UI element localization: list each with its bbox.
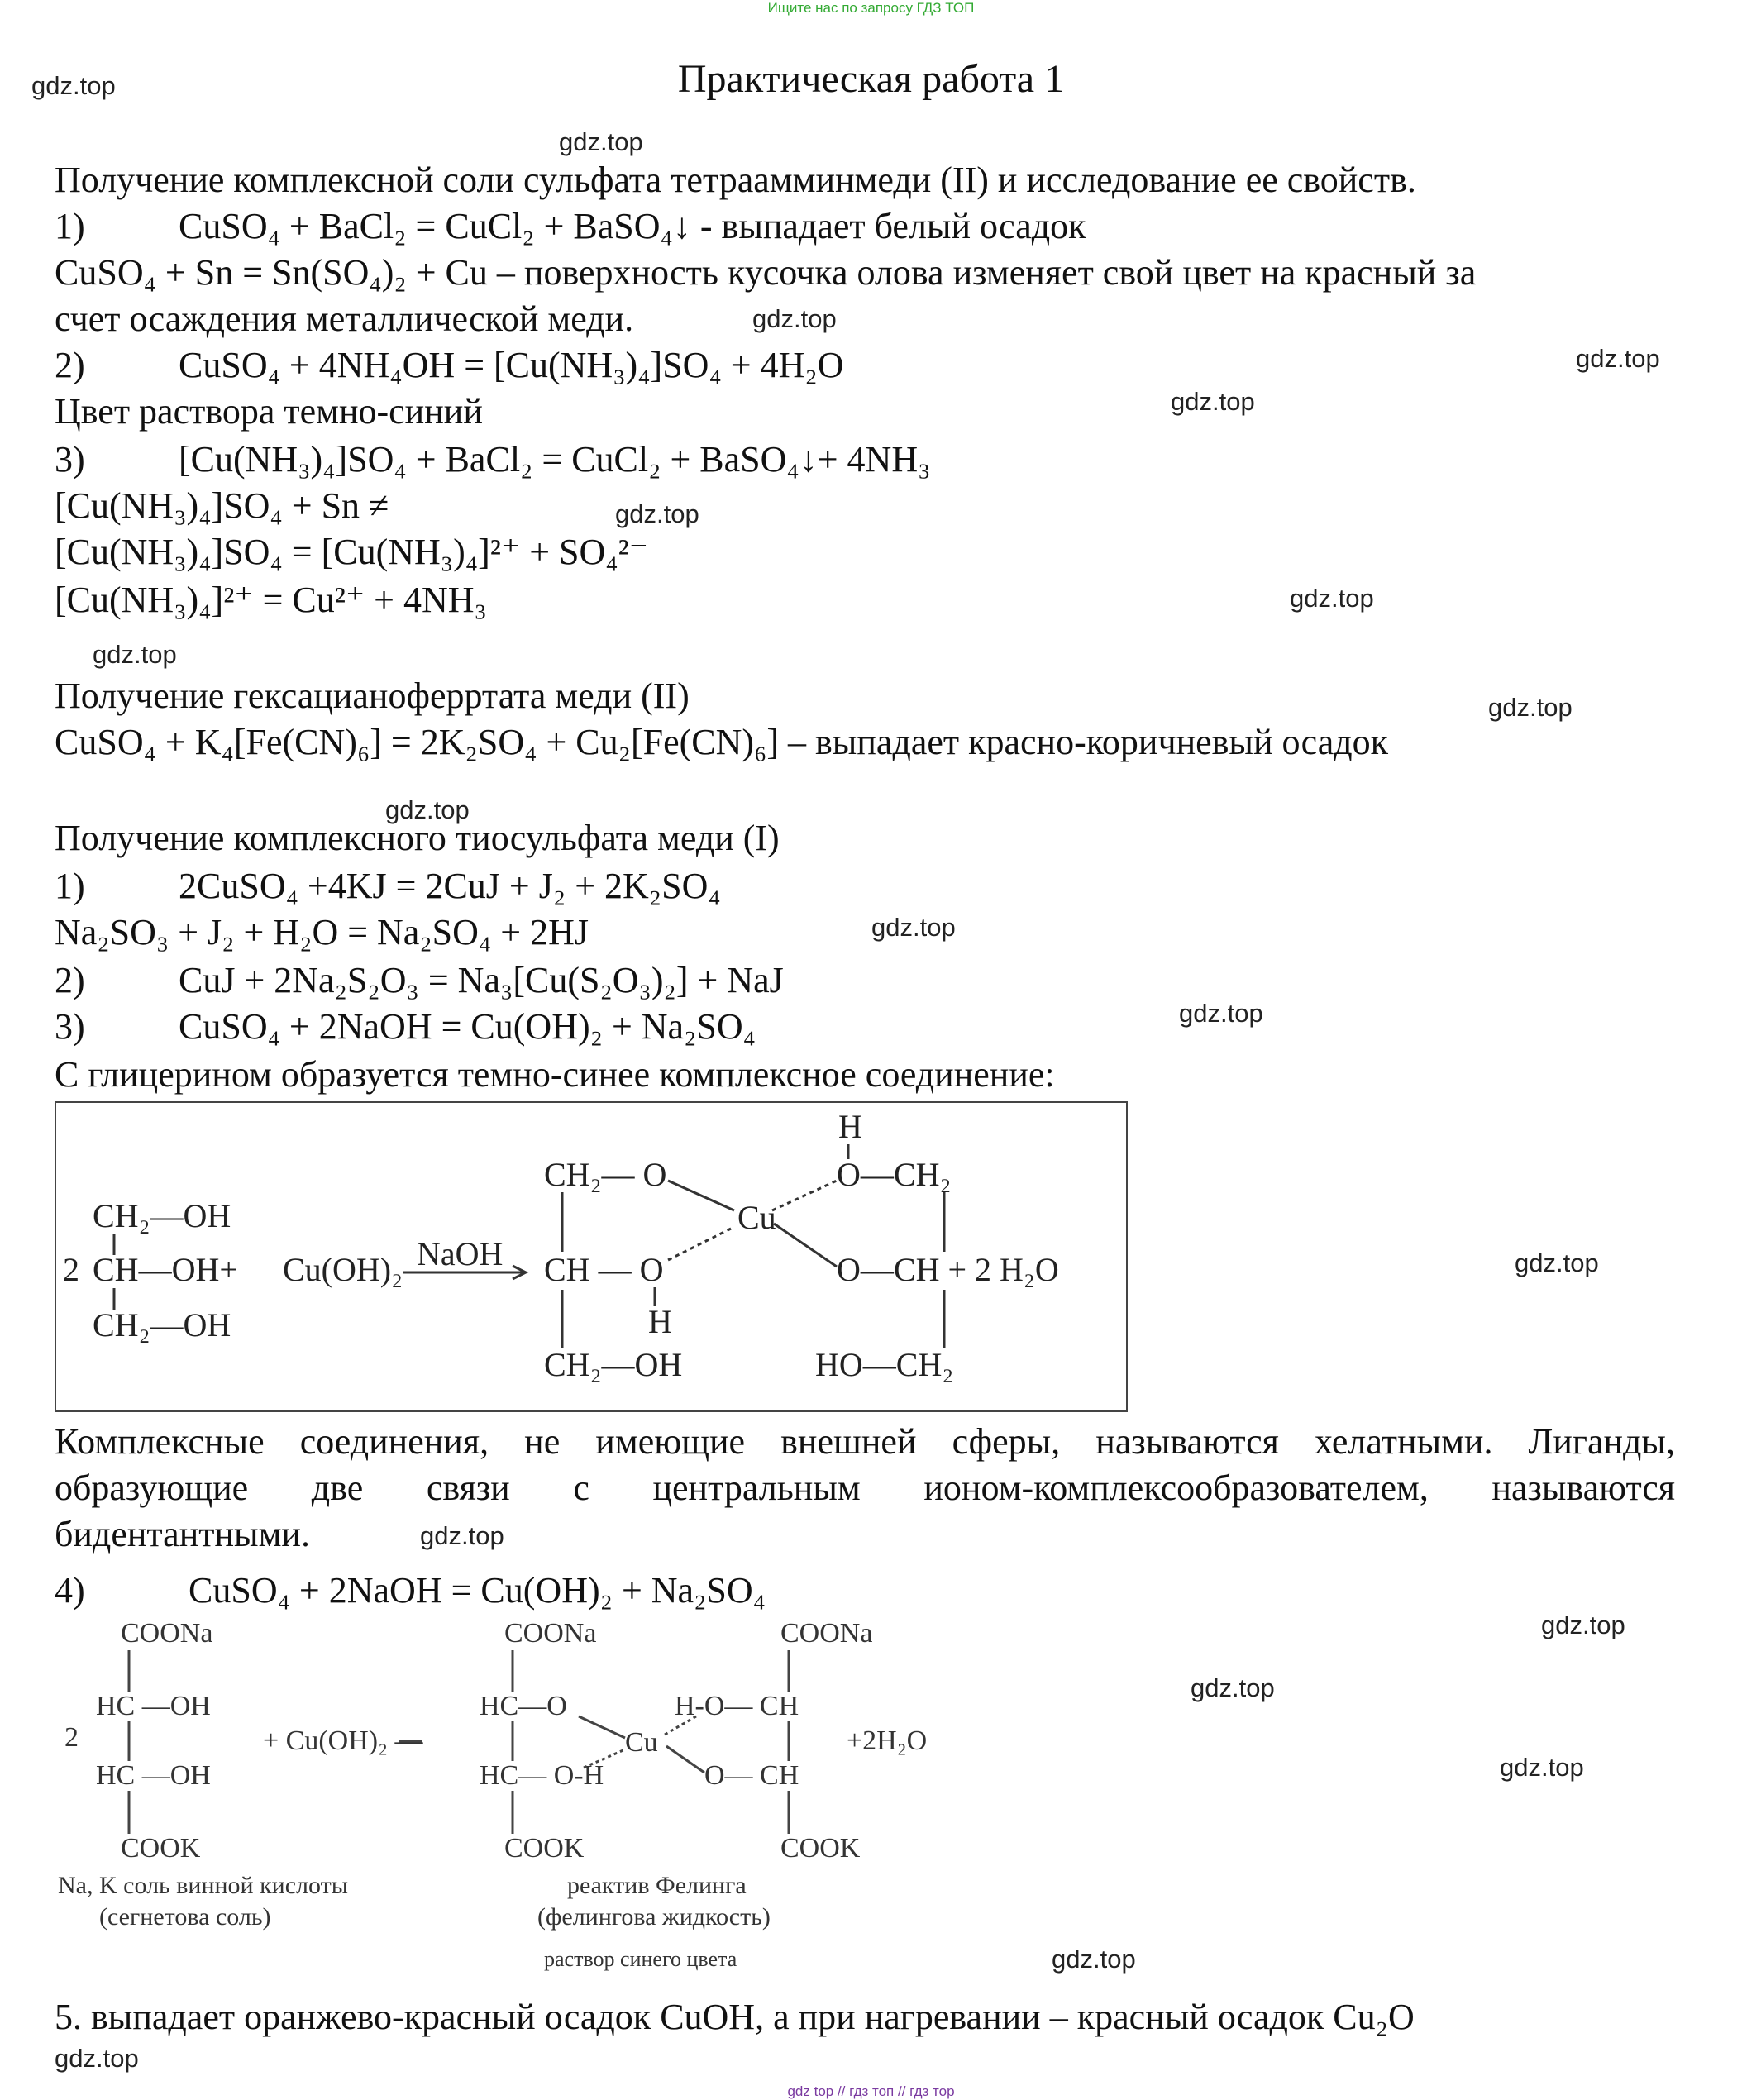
reaction-line bbox=[55, 863, 721, 909]
scheme-text: CH₂—OH bbox=[544, 1346, 683, 1383]
scheme-text: NaOH bbox=[417, 1235, 504, 1272]
text-line: С глицерином образуется темно-синее комплексное соединение: bbox=[55, 1054, 1055, 1095]
scheme-text: CH₂— O bbox=[544, 1156, 667, 1193]
reaction-line: [Cu(NH₃)₄]SO₄ = [Cu(NH₃)₄]²⁺ + SO₄²⁻ bbox=[55, 532, 649, 572]
glycerol-scheme-drawing bbox=[56, 1103, 1126, 1410]
reaction-line: [Cu(NH₃)₄]SO₄ + Sn ≠ bbox=[55, 485, 389, 526]
scheme-text: HC—O bbox=[480, 1691, 567, 1721]
watermark: gdz.top bbox=[93, 640, 177, 669]
scheme-text: CH₂—OH bbox=[93, 1306, 231, 1344]
reaction-line bbox=[55, 1004, 756, 1050]
scheme-caption: (фелингова жидкость) bbox=[537, 1903, 771, 1931]
watermark: gdz.top bbox=[385, 795, 470, 824]
tartrate-scheme-drawing bbox=[55, 1614, 972, 1974]
scheme-caption: раствор синего цвета bbox=[544, 1947, 737, 1971]
reaction-line bbox=[55, 1568, 766, 1614]
scheme-text: Cu bbox=[737, 1199, 776, 1236]
scheme-text: +2H₂O bbox=[847, 1725, 928, 1756]
watermark: gdz.top bbox=[1515, 1248, 1599, 1277]
scheme-text: Cu(OH)₂ bbox=[283, 1251, 403, 1288]
watermark: gdz.top bbox=[55, 2044, 139, 2073]
scheme-text: O—CH + 2 H₂O bbox=[837, 1251, 1059, 1288]
scheme-text: O— CH bbox=[704, 1760, 799, 1791]
reaction-text: CuSO₄ + 4NH₄OH = [Cu(NH₃)₄]SO₄ + 4H₂O bbox=[179, 345, 844, 385]
scheme-text: COONa bbox=[121, 1618, 213, 1649]
top-search-note: Ищите нас по запросу ГДЗ ТОП bbox=[767, 0, 975, 16]
watermark: gdz.top bbox=[1500, 1753, 1584, 1782]
reaction-line bbox=[55, 957, 784, 1004]
reaction-line bbox=[55, 203, 1086, 250]
reaction-text: 2CuSO₄ +4KJ = 2CuJ + J₂ + 2K₂SO₄ bbox=[179, 866, 721, 906]
tartrate-scheme bbox=[55, 1614, 972, 1974]
section2-heading: Получение гексацианоферртата меди (II) bbox=[55, 675, 690, 716]
watermark: gdz.top bbox=[752, 304, 837, 333]
watermark: gdz.top bbox=[1488, 693, 1573, 722]
watermark: gdz.top bbox=[1191, 1673, 1275, 1702]
reaction-text: CuJ + 2Na₂S₂O₃ = Na₃[Cu(S₂O₃)₂] + NaJ bbox=[179, 960, 784, 1000]
reaction-text: CuSO₄ + BaCl₂ = CuCl₂ + BaSO₄↓ - выпадает белый осадок bbox=[179, 206, 1086, 246]
item-number: 1) bbox=[55, 866, 85, 906]
footer-note: gdz top // гдз топ // гдз тор bbox=[787, 2083, 955, 2099]
watermark: gdz.top bbox=[559, 127, 643, 156]
scheme-text: CH—OH+ bbox=[93, 1251, 238, 1288]
section1-heading: Получение комплексной соли сульфата тетраамминмеди (II) и исследование ее свойств. bbox=[55, 160, 1416, 200]
watermark: gdz.top bbox=[1290, 584, 1374, 613]
watermark: gdz.top bbox=[1576, 344, 1660, 373]
reaction-line: [Cu(NH₃)₄]²⁺ = Cu²⁺ + 4NH₃ bbox=[55, 580, 487, 620]
scheme-text: + Cu(OH)₂ — bbox=[263, 1725, 423, 1756]
reaction-line bbox=[55, 342, 843, 389]
watermark: gdz.top bbox=[615, 499, 699, 528]
text-line: счет осаждения металлической меди. bbox=[55, 298, 634, 339]
reaction-line: CuSO₄ + Sn = Sn(SO₄)₂ + Cu – поверхность кусочка олова изменяет свой цвет на красный за bbox=[55, 252, 1477, 293]
scheme-text: 2 bbox=[64, 1722, 79, 1753]
scheme-text: COOK bbox=[121, 1833, 201, 1864]
scheme-text: H bbox=[648, 1303, 672, 1340]
reaction-line: 5. выпадает оранжево-красный осадок CuOH, а при нагревании – красный осадок Cu₂O bbox=[55, 1997, 1415, 2037]
scheme-caption: Na, K соль винной кислоты bbox=[58, 1872, 348, 1899]
section3-heading: Получение комплексного тиосульфата меди (I) bbox=[55, 818, 780, 858]
watermark: gdz.top bbox=[1179, 999, 1263, 1028]
scheme-text: 2 bbox=[63, 1251, 79, 1288]
reaction-line: CuSO₄ + K₄[Fe(CN)₆] = 2K₂SO₄ + Cu₂[Fe(CN)₆] – выпадает красно-коричневый осадок bbox=[55, 722, 1388, 762]
scheme-text: O—CH₂ bbox=[837, 1156, 952, 1193]
scheme-text: H bbox=[838, 1108, 862, 1145]
page-title: Практическая работа 1 bbox=[677, 57, 1065, 101]
scheme-text: COOK bbox=[780, 1833, 861, 1864]
scheme-text: H-O— CH bbox=[675, 1691, 799, 1721]
item-number: 2) bbox=[55, 345, 85, 385]
item-number: 3) bbox=[55, 1006, 85, 1047]
reaction-line: Na₂SO₃ + J₂ + H₂O = Na₂SO₄ + 2HJ bbox=[55, 912, 589, 952]
scheme-text: Cu bbox=[625, 1727, 658, 1758]
scheme-text: HC —OH bbox=[96, 1760, 211, 1791]
paragraph-line: бидентантными. bbox=[55, 1514, 310, 1554]
scheme-text: CH₂—OH bbox=[93, 1197, 231, 1234]
scheme-text: CH — O bbox=[544, 1251, 664, 1288]
reaction-text: CuSO₄ + 2NaOH = Cu(OH)₂ + Na₂SO₄ bbox=[189, 1570, 766, 1611]
scheme-text: HC —OH bbox=[96, 1691, 211, 1721]
watermark: gdz.top bbox=[1171, 387, 1255, 416]
scheme-text: COOK bbox=[504, 1833, 585, 1864]
paragraph-line: образующие две связи с центральным ионом-комплексообразователем, называются bbox=[55, 1468, 1675, 1508]
watermark: gdz.top bbox=[1541, 1611, 1625, 1639]
reaction-line bbox=[55, 437, 930, 483]
scheme-text: COONa bbox=[780, 1618, 873, 1649]
scheme-text: HC— O-H bbox=[480, 1760, 604, 1791]
reaction-text: CuSO₄ + 2NaOH = Cu(OH)₂ + Na₂SO₄ bbox=[179, 1006, 756, 1047]
scheme-caption: реактив Фелинга bbox=[567, 1872, 747, 1899]
reaction-text: [Cu(NH₃)₄]SO₄ + BaCl₂ = CuCl₂ + BaSO₄↓+ 4NH₃ bbox=[179, 439, 931, 480]
watermark: gdz.top bbox=[420, 1521, 504, 1550]
paragraph-line: Комплексные соединения, не имеющие внешней сферы, называются хелатными. Лиганды, bbox=[55, 1421, 1675, 1462]
text-line: Цвет раствора темно-синий bbox=[55, 391, 483, 432]
item-number: 2) bbox=[55, 960, 85, 1000]
item-number: 3) bbox=[55, 439, 85, 480]
scheme-caption: (сегнетова соль) bbox=[99, 1903, 271, 1931]
item-number: 4) bbox=[55, 1570, 85, 1611]
watermark: gdz.top bbox=[871, 913, 956, 942]
scheme-text: HO—CH₂ bbox=[815, 1346, 954, 1383]
scheme-text: COONa bbox=[504, 1618, 597, 1649]
watermark: gdz.top bbox=[1052, 1945, 1136, 1974]
glycerol-scheme bbox=[55, 1101, 1128, 1412]
watermark: gdz.top bbox=[31, 71, 116, 100]
item-number: 1) bbox=[55, 206, 85, 246]
